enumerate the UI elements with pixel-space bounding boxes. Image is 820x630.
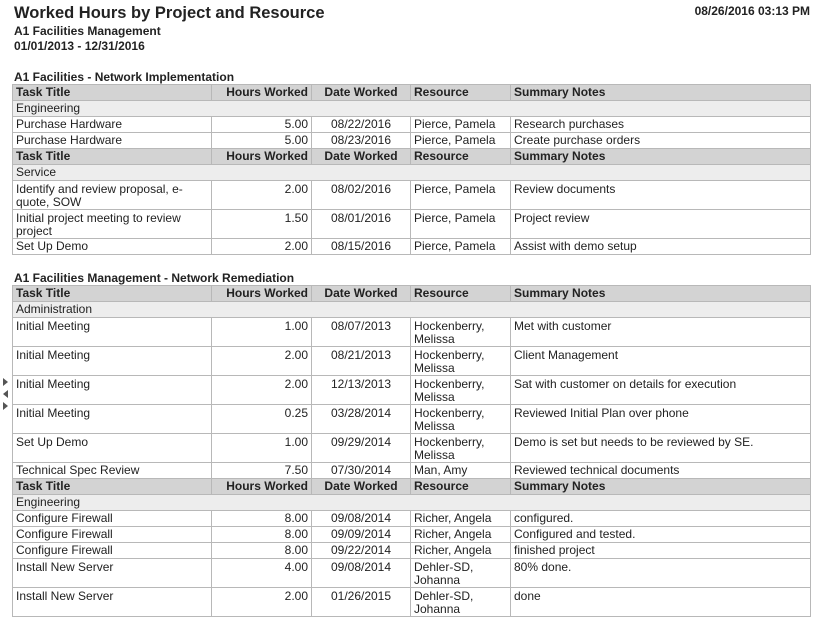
cell-task: Purchase Hardware bbox=[13, 117, 212, 133]
table-row bbox=[13, 133, 811, 149]
group-row bbox=[13, 101, 811, 117]
cell-notes: Sat with customer on details for execution bbox=[511, 376, 811, 405]
table-row bbox=[13, 511, 811, 527]
col-header-resource: Resource bbox=[411, 85, 511, 101]
column-header-row bbox=[13, 85, 811, 101]
cell-task: Initial Meeting bbox=[13, 318, 212, 347]
cell-resource: Hockenberry, Melissa bbox=[411, 434, 511, 463]
cell-date: 08/02/2016 bbox=[312, 181, 411, 210]
col-header-hours-worked: Hours Worked bbox=[212, 85, 312, 101]
cell-hours: 1.00 bbox=[212, 434, 312, 463]
collapse-left-arrow-icon[interactable] bbox=[3, 390, 8, 398]
cell-notes: Configured and tested. bbox=[511, 527, 811, 543]
cell-hours: 0.25 bbox=[212, 405, 312, 434]
cell-notes: Create purchase orders bbox=[511, 133, 811, 149]
group-row bbox=[13, 495, 811, 511]
table-row bbox=[13, 527, 811, 543]
cell-hours: 5.00 bbox=[212, 133, 312, 149]
project-table bbox=[12, 84, 811, 255]
col-header-resource: Resource bbox=[411, 286, 511, 302]
table-row bbox=[13, 543, 811, 559]
cell-resource: Pierce, Pamela bbox=[411, 181, 511, 210]
table-row bbox=[13, 181, 811, 210]
cell-hours: 4.00 bbox=[212, 559, 312, 588]
cell-task: Initial Meeting bbox=[13, 405, 212, 434]
cell-resource: Man, Amy bbox=[411, 463, 511, 479]
cell-resource: Hockenberry, Melissa bbox=[411, 376, 511, 405]
col-header-resource: Resource bbox=[411, 149, 511, 165]
cell-notes: configured. bbox=[511, 511, 811, 527]
cell-resource: Dehler-SD, Johanna bbox=[411, 559, 511, 588]
cell-notes: 80% done. bbox=[511, 559, 811, 588]
col-header-hours-worked: Hours Worked bbox=[212, 149, 312, 165]
cell-resource: Richer, Angela bbox=[411, 543, 511, 559]
cell-hours: 2.00 bbox=[212, 181, 312, 210]
cell-notes: Review documents bbox=[511, 181, 811, 210]
col-header-summary-notes: Summary Notes bbox=[511, 149, 811, 165]
group-name: Engineering bbox=[13, 495, 811, 511]
cell-hours: 2.00 bbox=[212, 376, 312, 405]
col-header-task-title: Task Title bbox=[13, 286, 212, 302]
report-title: Worked Hours by Project and Resource bbox=[14, 4, 325, 22]
cell-notes: finished project bbox=[511, 543, 811, 559]
group-name: Service bbox=[13, 165, 811, 181]
cell-resource: Hockenberry, Melissa bbox=[411, 347, 511, 376]
column-header-row bbox=[13, 479, 811, 495]
cell-hours: 2.00 bbox=[212, 239, 312, 255]
cell-notes: Demo is set but needs to be reviewed by SE. bbox=[511, 434, 811, 463]
date-range: 01/01/2013 - 12/31/2016 bbox=[14, 39, 145, 53]
cell-resource: Pierce, Pamela bbox=[411, 239, 511, 255]
cell-hours: 5.00 bbox=[212, 117, 312, 133]
group-name: Administration bbox=[13, 302, 811, 318]
cell-hours: 1.50 bbox=[212, 210, 312, 239]
cell-task: Technical Spec Review bbox=[13, 463, 212, 479]
table-row bbox=[13, 588, 811, 617]
col-header-task-title: Task Title bbox=[13, 85, 212, 101]
col-header-resource: Resource bbox=[411, 479, 511, 495]
col-header-summary-notes: Summary Notes bbox=[511, 286, 811, 302]
cell-notes: Client Management bbox=[511, 347, 811, 376]
column-header-row bbox=[13, 286, 811, 302]
cell-task: Purchase Hardware bbox=[13, 133, 212, 149]
table-row bbox=[13, 117, 811, 133]
cell-task: Configure Firewall bbox=[13, 511, 212, 527]
cell-notes: Met with customer bbox=[511, 318, 811, 347]
cell-date: 08/21/2013 bbox=[312, 347, 411, 376]
cell-notes: Reviewed Initial Plan over phone bbox=[511, 405, 811, 434]
company-name: A1 Facilities Management bbox=[14, 24, 161, 38]
project-table bbox=[12, 285, 811, 617]
col-header-task-title: Task Title bbox=[13, 479, 212, 495]
project-title: A1 Facilities - Network Implementation bbox=[14, 70, 235, 84]
cell-resource: Richer, Angela bbox=[411, 511, 511, 527]
group-name: Engineering bbox=[13, 101, 811, 117]
cell-notes: Research purchases bbox=[511, 117, 811, 133]
col-header-date-worked: Date Worked bbox=[312, 479, 411, 495]
cell-task: Configure Firewall bbox=[13, 527, 212, 543]
table-row bbox=[13, 239, 811, 255]
expand-right-arrow-icon[interactable] bbox=[3, 402, 8, 410]
group-row bbox=[13, 302, 811, 318]
col-header-date-worked: Date Worked bbox=[312, 149, 411, 165]
column-header-row bbox=[13, 149, 811, 165]
cell-task: Initial Meeting bbox=[13, 347, 212, 376]
cell-date: 08/22/2016 bbox=[312, 117, 411, 133]
cell-notes: done bbox=[511, 588, 811, 617]
table-row bbox=[13, 434, 811, 463]
col-header-hours-worked: Hours Worked bbox=[212, 479, 312, 495]
cell-task: Initial project meeting to review project bbox=[13, 210, 212, 239]
cell-resource: Hockenberry, Melissa bbox=[411, 405, 511, 434]
col-header-task-title: Task Title bbox=[13, 149, 212, 165]
cell-task: Set Up Demo bbox=[13, 239, 212, 255]
table-row bbox=[13, 405, 811, 434]
group-row bbox=[13, 165, 811, 181]
cell-hours: 1.00 bbox=[212, 318, 312, 347]
expand-right-arrow-icon[interactable] bbox=[3, 378, 8, 386]
table-row bbox=[13, 463, 811, 479]
table-row bbox=[13, 559, 811, 588]
cell-task: Initial Meeting bbox=[13, 376, 212, 405]
cell-hours: 2.00 bbox=[212, 347, 312, 376]
col-header-summary-notes: Summary Notes bbox=[511, 85, 811, 101]
cell-resource: Richer, Angela bbox=[411, 527, 511, 543]
cell-hours: 8.00 bbox=[212, 527, 312, 543]
cell-date: 08/23/2016 bbox=[312, 133, 411, 149]
cell-notes: Reviewed technical documents bbox=[511, 463, 811, 479]
project-title: A1 Facilities Management - Network Remediation bbox=[14, 271, 295, 285]
col-header-hours-worked: Hours Worked bbox=[212, 286, 312, 302]
col-header-date-worked: Date Worked bbox=[312, 286, 411, 302]
cell-hours: 8.00 bbox=[212, 543, 312, 559]
table-row bbox=[13, 376, 811, 405]
cell-resource: Dehler-SD, Johanna bbox=[411, 588, 511, 617]
cell-notes: Project review bbox=[511, 210, 811, 239]
col-header-date-worked: Date Worked bbox=[312, 85, 411, 101]
cell-hours: 2.00 bbox=[212, 588, 312, 617]
table-row bbox=[13, 210, 811, 239]
cell-date: 09/08/2014 bbox=[312, 511, 411, 527]
cell-resource: Pierce, Pamela bbox=[411, 133, 511, 149]
cell-date: 09/29/2014 bbox=[312, 434, 411, 463]
cell-hours: 8.00 bbox=[212, 511, 312, 527]
cell-date: 08/15/2016 bbox=[312, 239, 411, 255]
report-timestamp: 08/26/2016 03:13 PM bbox=[694, 4, 810, 18]
cell-date: 08/01/2016 bbox=[312, 210, 411, 239]
cell-task: Install New Server bbox=[13, 559, 212, 588]
cell-task: Identify and review proposal, e-quote, SOW bbox=[13, 181, 212, 210]
cell-date: 08/07/2013 bbox=[312, 318, 411, 347]
cell-task: Set Up Demo bbox=[13, 434, 212, 463]
cell-task: Configure Firewall bbox=[13, 543, 212, 559]
cell-date: 09/22/2014 bbox=[312, 543, 411, 559]
cell-date: 09/08/2014 bbox=[312, 559, 411, 588]
cell-task: Install New Server bbox=[13, 588, 212, 617]
cell-notes: Assist with demo setup bbox=[511, 239, 811, 255]
table-row bbox=[13, 318, 811, 347]
col-header-summary-notes: Summary Notes bbox=[511, 479, 811, 495]
table-row bbox=[13, 347, 811, 376]
cell-resource: Pierce, Pamela bbox=[411, 210, 511, 239]
cell-date: 03/28/2014 bbox=[312, 405, 411, 434]
cell-date: 01/26/2015 bbox=[312, 588, 411, 617]
cell-resource: Hockenberry, Melissa bbox=[411, 318, 511, 347]
cell-date: 12/13/2013 bbox=[312, 376, 411, 405]
cell-resource: Pierce, Pamela bbox=[411, 117, 511, 133]
cell-date: 07/30/2014 bbox=[312, 463, 411, 479]
cell-hours: 7.50 bbox=[212, 463, 312, 479]
cell-date: 09/09/2014 bbox=[312, 527, 411, 543]
